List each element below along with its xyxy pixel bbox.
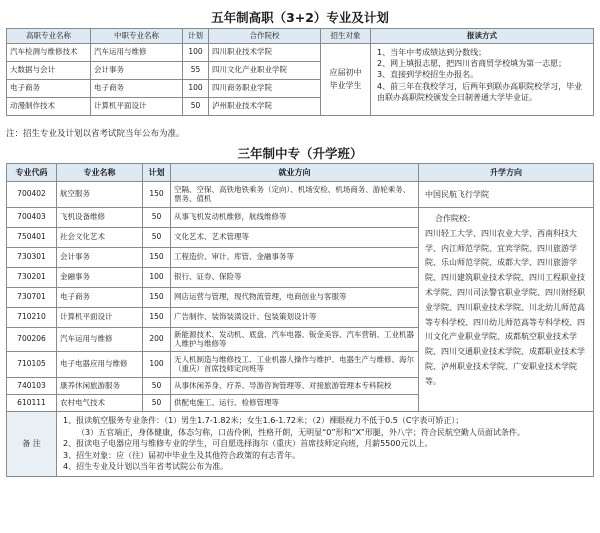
plan-count: 50 [143,395,171,412]
top-note: 注：招生专业及计划以省考试院当年公布为准。 [6,129,185,139]
upgrade-partner-list: 四川轻工大学、四川农业大学、西南科技大学、内江师范学院、宜宾学院、四川旅游学院、乐山师范学院、成都大学、四川旅游学院、四川建筑职业技术学院、四川工程职业技术学院、四川司法警官职业学院、四川财经职业学院、四川职业技术学院、川北幼儿师范高等专科学校、四川幼儿师范高等专科学校、四川文化产业职业学院、成都航空职业技术学院、四川交通职业技术学院、成都职业技术学院、泸州职业技术学院、广安职业技术学院等。 [425,228,585,386]
plan-count: 50 [183,98,209,116]
method-item: 3、直接到学校招生办报名。 [377,70,479,80]
table-row [7,208,594,228]
col-header: 中职专业名称 [91,29,183,44]
remarks-content [57,412,594,477]
upgrade-partners [419,208,594,412]
col-header: 计划 [183,29,209,44]
job-direction: 银行、证券、保险等 [171,268,419,288]
major-code: 700206 [7,328,57,352]
plan-count: 150 [143,308,171,328]
partner-school: 四川职业技术学院 [209,44,321,62]
plan-count: 200 [143,328,171,352]
job-direction: 广告制作、装饰装潢设计、包装策划设计等 [171,308,419,328]
higher-major: 动漫制作技术 [7,98,91,116]
job-direction: 空隔、空保、高铁地铁乘务（定向）、机场安检、机场商务、游轮乘务、票务、值机 [171,182,419,208]
upgrade-first: 中国民航飞行学院 [419,182,594,208]
table-header-row [7,164,594,182]
col-header: 专业名称 [57,164,143,182]
remark-item: 2、报读电子电器应用与维修专业的学生，可自愿选择海尔（重庆）首席技师定向班，月薪5500元以上。 [63,439,433,449]
major-name: 飞机设备维修 [57,208,143,228]
col-header: 计划 [143,164,171,182]
major-name: 农村电气技术 [57,395,143,412]
three-year-plan-table [6,163,594,477]
top-section-title: 五年制高职（3+2）专业及计划 [211,10,389,25]
secondary-major: 计算机平面设计 [91,98,183,116]
major-code: 730201 [7,268,57,288]
remark-item: 3、招生对象：应（往）届初中毕业生及其他符合政策的有志青年。 [63,450,301,460]
plan-count: 150 [143,248,171,268]
remark-item: 4、招生专业及计划以当年省考试院公布为准。 [63,462,229,472]
major-code: 710210 [7,308,57,328]
major-code: 740103 [7,378,57,395]
col-header: 合作院校 [209,29,321,44]
partner-school: 四川商务职业学院 [209,80,321,98]
table-row [7,44,594,62]
upgrade-label: 合作院校： [435,214,475,223]
partner-school: 泸州职业技术学院 [209,98,321,116]
major-name: 会计事务 [57,248,143,268]
plan-count: 100 [143,268,171,288]
remarks-label: 备 注 [7,412,57,477]
plan-count: 55 [183,62,209,80]
higher-major: 汽车检测与维修技术 [7,44,91,62]
method-item: 2、网上填报志愿，把四川省商贸学校填为第一志愿； [377,59,567,69]
major-name: 康养休闲旅游服务 [57,378,143,395]
major-name: 汽车运用与维修 [57,328,143,352]
col-header: 高职专业名称 [7,29,91,44]
plan-count: 150 [143,182,171,208]
major-name: 计算机平面设计 [57,308,143,328]
job-direction: 网店运营与管理，现代物流管理，电商创业与客服等 [171,288,419,308]
plan-count: 50 [143,378,171,395]
higher-major: 大数据与会计 [7,62,91,80]
higher-major: 电子商务 [7,80,91,98]
remarks-row [7,412,594,477]
major-code: 610111 [7,395,57,412]
major-name: 金融事务 [57,268,143,288]
plan-count: 100 [183,44,209,62]
secondary-major: 会计事务 [91,62,183,80]
five-year-plan-table [6,28,594,116]
method-item: 4、前三年在我校学习，后两年到联办高职院校学习，毕业由联办高职院校颁发全日制普通大学毕业证。 [377,81,583,102]
major-name: 电子商务 [57,288,143,308]
job-direction: 无人机制造与维修技工、工业机器人操作与维护、电器生产与维修、海尔（重庆）首席技师定向班等 [171,352,419,378]
application-methods [371,44,594,116]
secondary-major: 电子商务 [91,80,183,98]
major-code: 710105 [7,352,57,378]
major-code: 730301 [7,248,57,268]
col-header: 报读方式 [371,29,594,44]
major-name: 社会文化艺术 [57,228,143,248]
major-code: 750401 [7,228,57,248]
major-name: 电子电器应用与维修 [57,352,143,378]
method-item: 1、当年中考成绩达到分数线； [377,48,487,57]
partner-school: 四川文化产业职业学院 [209,62,321,80]
plan-count: 100 [183,80,209,98]
bottom-section-title: 三年制中专（升学班） [237,146,363,161]
major-code: 700403 [7,208,57,228]
table-header-row [7,29,594,44]
job-direction: 供配电施工、运行、检修管理等 [171,395,419,412]
plan-count: 50 [143,228,171,248]
job-direction: 新能源技术、发动机、底盘、汽车电器、钣金美容、汽车营销、工业机器人维护与维修等 [171,328,419,352]
plan-count: 150 [143,288,171,308]
job-direction: 工程造价、审计、库管、金融事务等 [171,248,419,268]
remark-item: 1、报读航空服务专业条件：（1）男生1.7-1.82米；女生1.6-1.72米；（2）裸眼视力不低于0.5（C字表可矫正）； [63,416,464,425]
job-direction: 文化艺术、艺术管理等 [171,228,419,248]
col-header: 招生对象 [321,29,371,44]
target-students: 应届初中毕业学生 [321,44,371,116]
job-direction: 从事休闲养身、疗养、导游咨询管理等、对接旅游管理本专科院校 [171,378,419,395]
remark-item: （3）五官端正，身体健康，体态匀称，口齿伶俐，性格开朗，无明显“0”形和“X”形腿，外八字；符合民航空勤人员面试条件。 [77,427,525,437]
job-direction: 从事飞机发动机维修，航线维修等 [171,208,419,228]
major-code: 730701 [7,288,57,308]
major-code: 700402 [7,182,57,208]
table-row [7,182,594,208]
col-header: 专业代码 [7,164,57,182]
col-header: 就业方向 [171,164,419,182]
plan-count: 100 [143,352,171,378]
major-name: 航空服务 [57,182,143,208]
secondary-major: 汽车运用与维修 [91,44,183,62]
col-header: 升学方向 [419,164,594,182]
plan-count: 50 [143,208,171,228]
